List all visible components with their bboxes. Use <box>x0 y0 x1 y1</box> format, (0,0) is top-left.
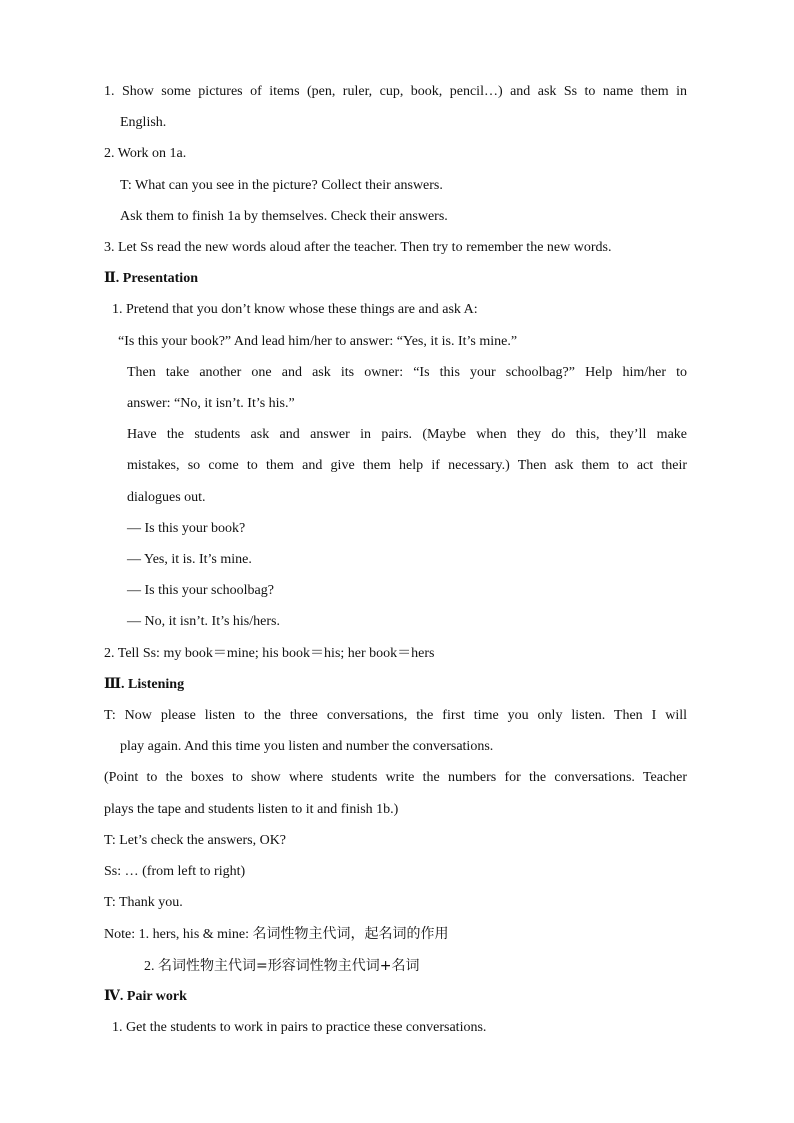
presentation-step-2: 2. Tell Ss: my book＝mine; his book＝his; her book＝hers <box>104 646 435 661</box>
step-3: 3. Let Ss read the new words aloud after the teacher. Then try to remember the new words. <box>104 240 612 255</box>
listening-line-1: T: Now please listen to the three conversations, the first time you only listen. Then I will <box>104 708 687 723</box>
note-line-1-en: Note: 1. hers, his & mine: <box>104 927 253 942</box>
note-line-1 <box>104 924 449 944</box>
presentation-step-1-line-4: answer: “No, it isn’t. It’s his.” <box>127 396 295 411</box>
heading-pair-work: Ⅳ. Pair work <box>104 989 187 1004</box>
presentation-step-1-quote: “Is this your book?” And lead him/her to answer: “Yes, it is. It’s mine.” <box>118 334 518 349</box>
dialogue-line-4: — No, it isn’t. It’s his/hers. <box>127 614 280 629</box>
presentation-step-1-line-7: dialogues out. <box>127 490 206 505</box>
note-line-2 <box>144 956 419 976</box>
note-line-2-cn: 名词性物主代词=形容词性物主代词+名词 <box>158 958 420 974</box>
listening-line-3: (Point to the boxes to show where students write the numbers for the conversations. Teacher <box>104 770 687 785</box>
note-line-1-cn: 名词性物主代词，起名词的作用 <box>252 926 449 942</box>
step-1-line-2: English. <box>120 115 167 130</box>
dialogue-line-1: — Is this your book? <box>127 521 246 536</box>
listening-line-4: plays the tape and students listen to it and finish 1b.) <box>104 802 399 817</box>
presentation-step-1-line-3: Then take another one and ask its owner: “Is this your schoolbag?” Help him/her to <box>127 365 687 380</box>
presentation-step-1: 1. Pretend that you don’t know whose these things are and ask A: <box>112 302 478 317</box>
listening-line-2: play again. And this time you listen and number the conversations. <box>120 739 494 754</box>
step-2-teacher-question: T: What can you see in the picture? Collect their answers. <box>120 178 443 193</box>
heading-presentation: Ⅱ. Presentation <box>104 271 198 286</box>
dialogue-line-2: — Yes, it is. It’s mine. <box>127 552 252 567</box>
presentation-step-1-line-5: Have the students ask and answer in pairs. (Maybe when they do this, they’ll make <box>127 427 687 442</box>
note-line-2-number: 2. <box>144 959 158 974</box>
step-2: 2. Work on 1a. <box>104 146 187 161</box>
listening-line-6: Ss: … (from left to right) <box>104 864 246 879</box>
listening-line-5: T: Let’s check the answers, OK? <box>104 833 287 848</box>
pair-work-step-1: 1. Get the students to work in pairs to practice these conversations. <box>112 1020 487 1035</box>
heading-listening: Ⅲ. Listening <box>104 677 185 692</box>
step-1-line-1: 1. Show some pictures of items (pen, ruler, cup, book, pencil…) and ask Ss to name them in <box>104 84 687 99</box>
step-2-instruction: Ask them to finish 1a by themselves. Check their answers. <box>120 209 448 224</box>
listening-line-7: T: Thank you. <box>104 895 183 910</box>
dialogue-line-3: — Is this your schoolbag? <box>127 583 274 598</box>
presentation-step-1-line-6: mistakes, so come to them and give them help if necessary.) Then ask them to act their <box>127 458 687 473</box>
